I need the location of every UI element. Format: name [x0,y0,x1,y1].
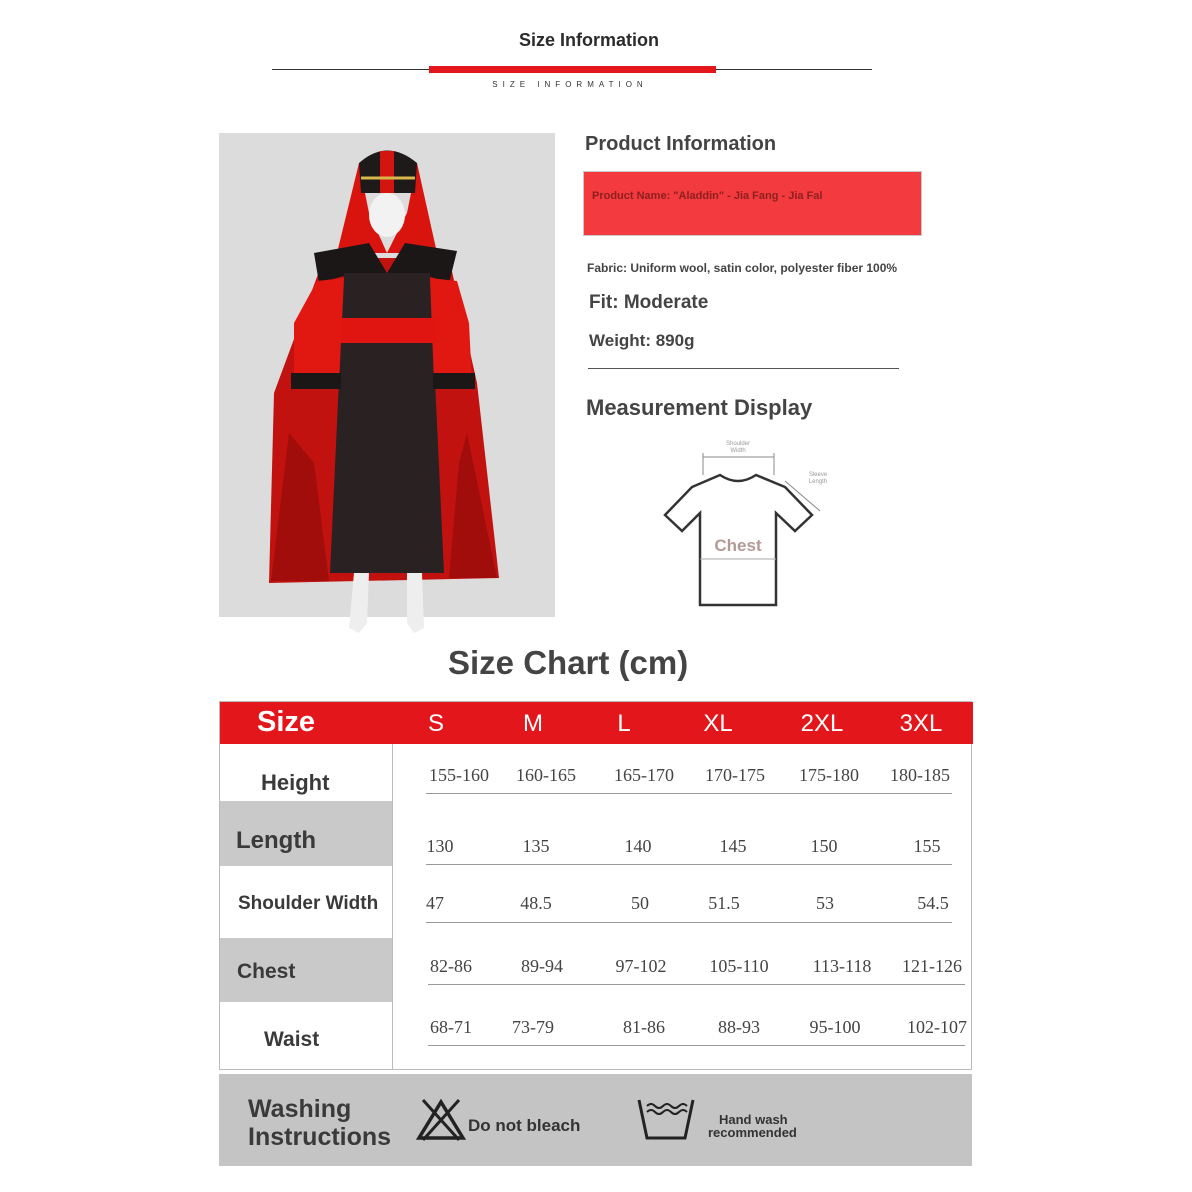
row-divider [428,1045,965,1046]
table-cell: 97-102 [615,956,667,976]
row-divider [426,864,952,865]
tshirt-icon [650,435,840,615]
table-cell: 81-86 [623,1017,665,1037]
table-cell: 102-107 [907,1017,967,1037]
table-cell: 50 [631,893,649,913]
table-cell: 145 [719,836,747,856]
product-info-title: Product Information [585,133,777,155]
table-cell: 170-175 [705,765,765,785]
row-divider [426,922,952,923]
size-col-header: M [523,710,543,737]
table-cell: 155-160 [429,765,489,785]
size-col-header: 2XL [800,710,844,737]
hand-wash-icon [635,1096,697,1142]
costume-illustration [219,133,555,643]
title-accent-bar [429,66,716,73]
table-cell: 47 [426,893,444,913]
washing-title: Washing [248,1095,352,1123]
hand-wash-label: Hand wash [719,1112,788,1127]
table-cell: 155 [913,836,941,856]
no-bleach-label: Do not bleach [468,1116,581,1135]
table-cell: 73-79 [512,1017,554,1037]
measurement-diagram [650,435,840,615]
product-name: Product Name: "Aladdin" - Jia Fang - Jia Fal [592,190,823,202]
washing-title-2: Instructions [248,1123,392,1151]
table-cell: 68-71 [430,1017,472,1037]
chest-label: Chest [714,536,762,555]
row-label-length: Length [220,801,393,866]
size-table-header [220,702,973,744]
table-cell: 180-185 [890,765,950,785]
row-label-shoulder-width: Shoulder Width [220,866,393,938]
info-divider [588,368,899,369]
washing-instructions [219,1074,972,1166]
no-bleach-icon [415,1098,467,1142]
table-cell: 54.5 [917,893,949,913]
size-chart-title: Size Chart (cm) [448,644,689,681]
section-subtitle: SIZE INFORMATION [492,80,648,89]
size-col-header: XL [703,710,733,737]
shoulder-label-2: Width [730,448,746,454]
table-cell: 95-100 [809,1017,861,1037]
section-title: Size Information [518,30,659,50]
size-col-header: S [427,710,445,737]
sleeve-label-2: Length [808,479,828,485]
size-header-label: Size [257,706,316,738]
table-cell: 82-86 [430,956,472,976]
size-col-header: L [617,710,631,737]
table-cell: 140 [624,836,652,856]
row-label-waist: Waist [220,1002,393,1069]
table-cell: 160-165 [516,765,576,785]
table-cell: 88-93 [718,1017,760,1037]
row-divider [426,793,952,794]
row-label-chest: Chest [220,938,393,1002]
row-label-height: Height [220,744,393,801]
table-cell: 150 [810,836,838,856]
measurement-title: Measurement Display [586,395,813,420]
shoulder-label: Shoulder [725,441,751,447]
table-cell: 48.5 [520,893,552,913]
product-photo [219,133,555,617]
sleeve-label: Sleeve [808,472,828,478]
fit-info: Fit: Moderate [589,292,709,313]
weight-info: Weight: 890g [589,331,695,350]
table-cell: 51.5 [708,893,740,913]
table-cell: 53 [816,893,834,913]
table-cell: 121-126 [902,956,962,976]
product-name-box [583,171,922,236]
row-divider [428,984,965,985]
fabric-info: Fabric: Uniform wool, satin color, polyester fiber 100% [587,261,898,275]
table-cell: 113-118 [812,956,872,976]
table-cell: 175-180 [799,765,859,785]
hand-wash-label-2: recommended [708,1125,797,1140]
size-table [219,701,972,1070]
size-col-header: 3XL [899,710,943,737]
table-cell: 165-170 [614,765,674,785]
table-cell: 89-94 [521,956,563,976]
table-cell: 130 [426,836,454,856]
table-cell: 135 [522,836,550,856]
table-cell: 105-110 [709,956,769,976]
